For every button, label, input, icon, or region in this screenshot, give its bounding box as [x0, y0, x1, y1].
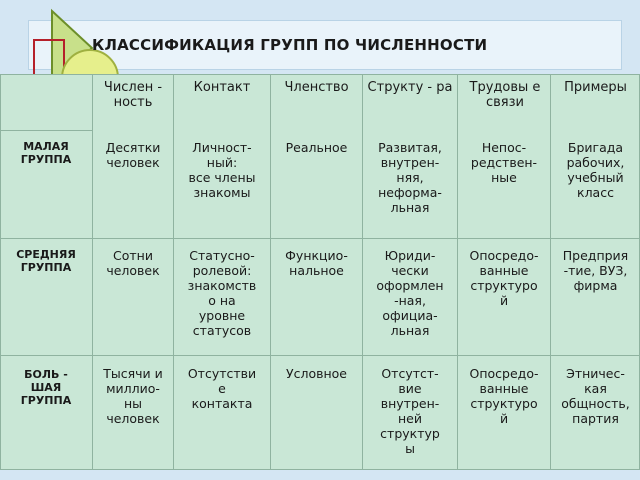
header-labor: Трудовы е связи	[469, 80, 541, 110]
cell-size: Сотни человек	[106, 248, 160, 278]
header-contact: Контакт	[193, 80, 251, 95]
cell-size: Десятки человек	[105, 140, 161, 170]
cell-structure: Юриди- чески оформлен -ная, официа- льная	[376, 248, 444, 338]
cell-membership: Реальное	[285, 140, 348, 155]
cell-size: Тысячи и миллио- ны человек	[103, 366, 163, 426]
page-title: КЛАССИФИКАЦИЯ ГРУПП ПО ЧИСЛЕННОСТИ	[92, 36, 488, 54]
row-label-medium: СРЕДНЯЯ ГРУППА	[16, 248, 76, 274]
cell-labor: Опосредо- ванные структуро й	[469, 248, 539, 308]
grid-line	[1, 130, 92, 131]
cell-membership: Условное	[285, 366, 347, 381]
cell-structure: Развитая, внутрен- няя, неформа- льная	[378, 140, 442, 215]
row-label-small: МАЛАЯ ГРУППА	[20, 140, 72, 166]
cell-labor: Опосредо- ванные структуро й	[469, 366, 539, 426]
cell-contact: Статусно- ролевой: знакомств о на уровне статусов	[187, 248, 257, 338]
cell-examples: Предприя -тие, ВУЗ, фирма	[562, 248, 629, 293]
cell-contact: Личност- ный: все члены знакомы	[188, 140, 256, 200]
cell-labor: Непос- редствен- ные	[470, 140, 538, 185]
cell-examples: Бригада рабочих, учебный класс	[566, 140, 625, 200]
cell-examples: Этничес- кая общность, партия	[561, 366, 630, 426]
cell-contact: Отсутстви е контакта	[187, 366, 257, 411]
header-membership: Членство	[284, 80, 349, 95]
header-examples: Примеры	[564, 80, 627, 95]
cell-membership: Функцио- нальное	[285, 248, 348, 278]
row-label-large: БОЛЬ - ШАЯ ГРУППА	[20, 368, 72, 407]
header-structure: Структу - ра	[367, 80, 453, 95]
grid-line	[1, 355, 639, 356]
header-size: Числен - ность	[103, 80, 163, 110]
grid-line	[1, 238, 639, 239]
cell-structure: Отсутст- вие внутрен- ней структур ы	[380, 366, 440, 456]
